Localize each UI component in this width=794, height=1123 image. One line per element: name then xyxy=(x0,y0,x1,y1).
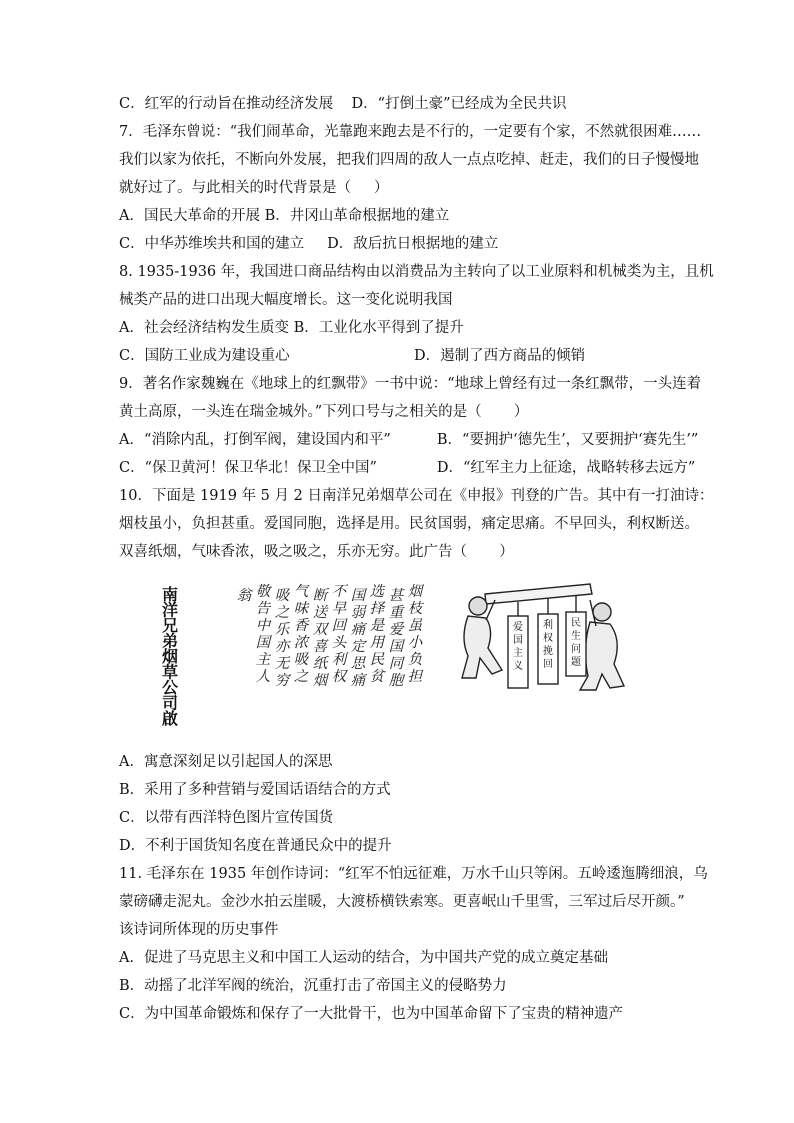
ad-company-name xyxy=(161,585,179,728)
q7-options-cd: C．中华苏维埃共和国的建立 D．敌后抗日根据地的建立 xyxy=(119,236,499,252)
ad-poem-column: 烟枝虽小负担 xyxy=(407,584,423,685)
q7-stem-line-1: 7．毛泽东曾说：“我们闹革命，光靠跑来跑去是不行的，一定要有个家，不然就很困难…… xyxy=(119,124,702,140)
ad-poem-column: 吸之乐亦无穷 xyxy=(274,588,290,689)
ad-poem xyxy=(237,583,425,689)
q10-stem-line-3: 双喜纸烟，气味香浓，吸之吸之，乐亦无穷。此广告（ ） xyxy=(119,544,514,560)
advertisement-figure xyxy=(150,578,710,728)
ad-box-2 xyxy=(538,614,558,684)
q7-stem-line-2: 我们以家为依托，不断向外发展，把我们四周的敌人一点点吃掉、赶走，我们的日子慢慢地 xyxy=(119,152,699,168)
ad-poem-column: 断送双喜纸烟 xyxy=(312,588,328,689)
q11-option-c: C．为中国革命锻炼和保存了一大批骨干，也为中国革命留下了宝贵的精神遗产 xyxy=(119,1006,624,1022)
q8-stem-line-1: 8. 1935-1936 年，我国进口商品结构由以消费品为主转向了以工业原料和机械类为主，且机 xyxy=(119,264,714,280)
q11-option-a: A．促进了马克思主义和中国工人运动的结合，为中国共产党的成立奠定基础 xyxy=(119,950,608,966)
ad-box-3 xyxy=(566,612,586,676)
ad-poem-column: 敬告中国主人 xyxy=(255,584,271,685)
ad-box-1 xyxy=(508,616,528,688)
q8-options-cd: C．国防工业成为建设重心 D．遏制了西方商品的倾销 xyxy=(119,348,586,364)
q10-option-a: A．寓意深刻足以引起国人的深思 xyxy=(119,754,333,770)
q11-option-b: B．动摇了北洋军阀的统治，沉重打击了帝国主义的侵略势力 xyxy=(119,978,507,994)
q11-stem-line-2: 蒙磅礴走泥丸。金沙水拍云崖暖，大渡桥横铁索寒。更喜岷山千里雪，三军过后尽开颜。” xyxy=(119,894,685,910)
ad-box-label: 民生问题 xyxy=(571,618,581,668)
q9-stem-line-2: 黄土高原，一头连在瑞金城外。”下列口号与之相关的是（ ） xyxy=(119,404,529,420)
ad-poem-column: 不早回头利权 xyxy=(331,584,347,685)
q9-options-ab: A．“消除内乱，打倒军阀，建设国内和平” B．“要拥护‘德先生’，又要拥护‘赛先生’” xyxy=(119,432,699,448)
q11-stem-line-3: 该诗词所体现的历史事件 xyxy=(119,922,279,938)
q10-stem-line-1: 10．下面是 1919 年 5 月 2 日南洋兄弟烟草公司在《申报》刊登的广告。其中有一打油诗： xyxy=(119,488,714,504)
q8-options-ab: A．社会经济结构发生质变 B．工业化水平得到了提升 xyxy=(119,320,464,336)
q8-stem-line-2: 械类产品的进口出现大幅度增长。这一变化说明我国 xyxy=(119,292,453,308)
ad-poem-column: 气味香浓吸之 xyxy=(293,584,309,685)
q6-options-cd: C．红军的行动旨在推动经济发展 D．“打倒土豪”已经成为全民共识 xyxy=(119,96,567,112)
q11-stem-line-1: 11. 毛泽东在 1935 年创作诗词：“红军不怕远征难，万水千山只等闲。五岭逶迤腾细浪，乌 xyxy=(119,866,708,882)
ad-poem-column: 翁 xyxy=(236,588,252,604)
q9-options-cd: C．“保卫黄河！保卫华北！保卫全中国” D．“红军主力上征途，战略转移去远方” xyxy=(119,460,696,476)
q10-stem-line-2: 烟枝虽小，负担甚重。爱国同胞，选择是用。民贫国弱，痛定思痛。不早回头，利权断送。 xyxy=(119,516,699,532)
q10-option-d: D．不利于国货知名度在普通民众中的提升 xyxy=(119,838,392,854)
q7-options-ab: A．国民大革命的开展 B．井冈山革命根据地的建立 xyxy=(119,208,450,224)
q7-stem-line-3: 就好过了。与此相关的时代背景是（ ） xyxy=(119,180,389,196)
ad-company-name-text: 南洋兄弟烟草公司啟 xyxy=(161,585,179,728)
ad-poem-column: 甚重爱国同胞 xyxy=(388,588,404,689)
q9-stem-line-1: 9．著名作家魏巍在《地球上的红飘带》一书中说：“地球上曾经有过一条红飘带，一头连着 xyxy=(119,376,702,392)
q10-option-c: C．以带有西洋特色图片宣传国货 xyxy=(119,810,334,826)
ad-poem-column: 选择是用民贫 xyxy=(369,584,385,685)
ad-box-label: 利权挽回 xyxy=(543,620,553,670)
ad-poem-column: 国弱痛定思痛 xyxy=(350,588,366,689)
ad-box-label: 爱国主义 xyxy=(513,622,523,672)
q10-option-b: B．采用了多种营销与爱国话语结合的方式 xyxy=(119,782,391,798)
